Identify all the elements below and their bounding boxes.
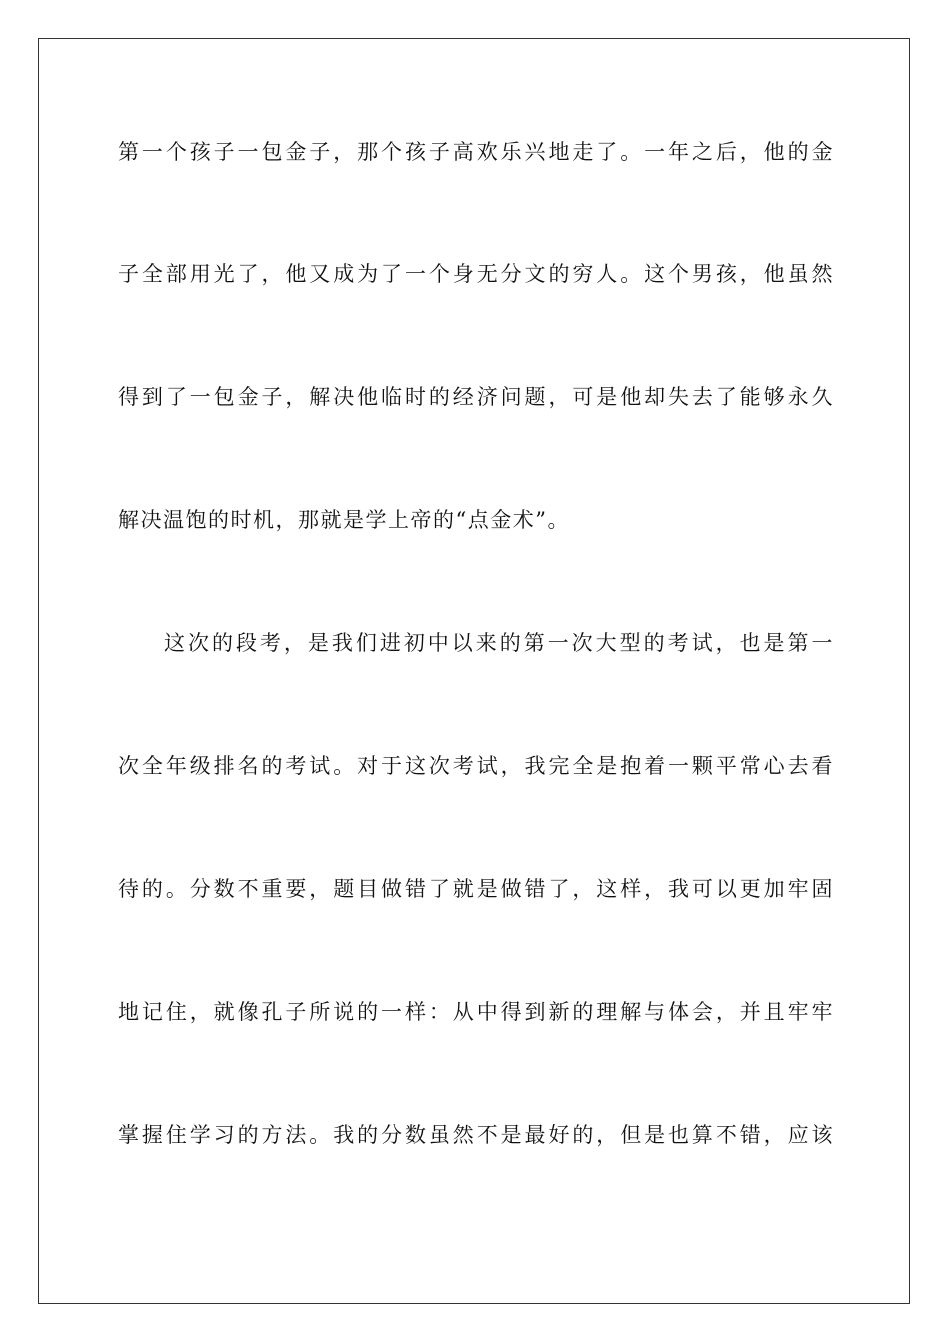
paragraph-2-line-3: 待的。分数不重要，题目做错了就是做错了，这样，我可以更加牢固 [118,877,834,901]
paragraph-2-line-4: 地记住，就像孔子所说的一样：从中得到新的理解与体会，并且牢牢 [118,1000,834,1024]
page-border [38,38,910,1304]
paragraph-2-line-5: 掌握住学习的方法。我的分数虽然不是最好的，但是也算不错，应该 [118,1123,834,1147]
paragraph-1-line-2: 子全部用光了，他又成为了一个身无分文的穷人。这个男孩，他虽然 [118,262,834,286]
paragraph-1-line-1: 第一个孩子一包金子，那个孩子高欢乐兴地走了。一年之后，他的金 [118,140,834,164]
paragraph-1-line-4: 解决温饱的时机，那就是学上帝的“点金术”。 [118,508,570,532]
paragraph-1-line-3: 得到了一包金子，解决他临时的经济问题，可是他却失去了能够永久 [118,385,834,409]
paragraph-2-line-2: 次全年级排名的考试。对于这次考试，我完全是抱着一颗平常心去看 [118,754,834,778]
paragraph-2-line-1: 这次的段考，是我们进初中以来的第一次大型的考试，也是第一 [164,631,834,655]
